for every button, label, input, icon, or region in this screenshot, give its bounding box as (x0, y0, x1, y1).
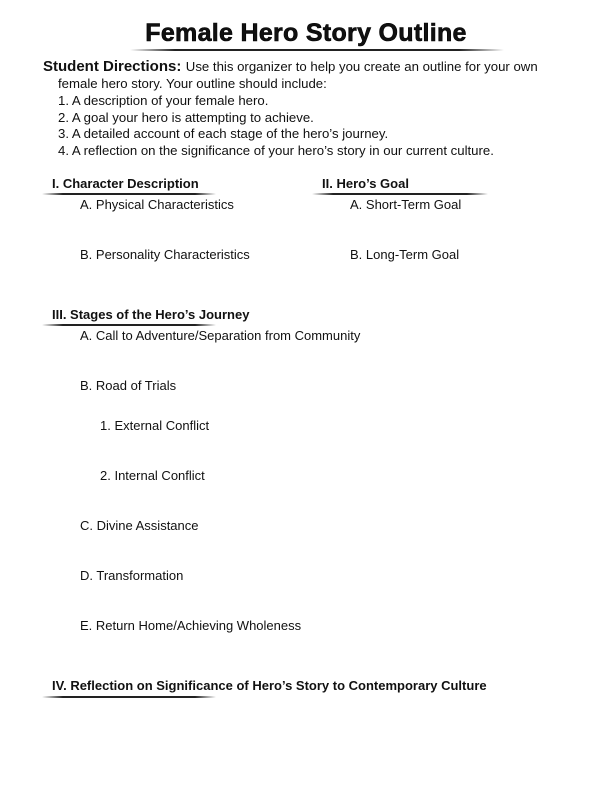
directions-first-line (43, 58, 538, 76)
title-underline (130, 49, 504, 51)
outline-item: E. Return Home/Achieving Wholeness (80, 618, 302, 633)
outline-subitem: 2. Internal Conflict (100, 468, 205, 483)
outline-subitem: 1. External Conflict (100, 418, 210, 433)
heading-underline (42, 193, 216, 195)
directions-item: 1. A description of your female hero. (58, 93, 269, 108)
directions-intro-2: female hero story. Your outline should include: (58, 76, 327, 91)
directions-item: 3. A detailed account of each stage of the hero’s journey. (58, 126, 389, 141)
directions-item: 2. A goal your hero is attempting to achieve. (58, 110, 314, 125)
directions-item: 4. A reflection on the significance of your hero’s story in our current culture. (58, 143, 494, 158)
outline-item: A. Call to Adventure/Separation from Community (80, 328, 361, 343)
directions-label: Student Directions: (43, 58, 182, 75)
section-heading-reflection: IV. Reflection on Significance of Hero’s Story to Contemporary Culture (52, 678, 487, 693)
outline-item: B. Road of Trials (80, 378, 177, 393)
outline-item: A. Short-Term Goal (350, 197, 462, 212)
heading-underline (312, 193, 488, 195)
section-heading-character: I. Character Description (52, 176, 199, 191)
directions-intro: Use this organizer to help you create an outline for your own (185, 59, 538, 74)
heading-underline (42, 324, 216, 326)
outline-item: C. Divine Assistance (80, 518, 199, 533)
outline-item: A. Physical Characteristics (80, 197, 234, 212)
heading-underline (42, 696, 216, 698)
section-heading-journey: III. Stages of the Hero’s Journey (52, 307, 250, 322)
page-title: Female Hero Story Outline (145, 19, 467, 47)
outline-item: B. Long-Term Goal (350, 247, 460, 262)
outline-item: B. Personality Characteristics (80, 247, 250, 262)
section-heading-goal: II. Hero’s Goal (322, 176, 409, 191)
outline-item: D. Transformation (80, 568, 184, 583)
